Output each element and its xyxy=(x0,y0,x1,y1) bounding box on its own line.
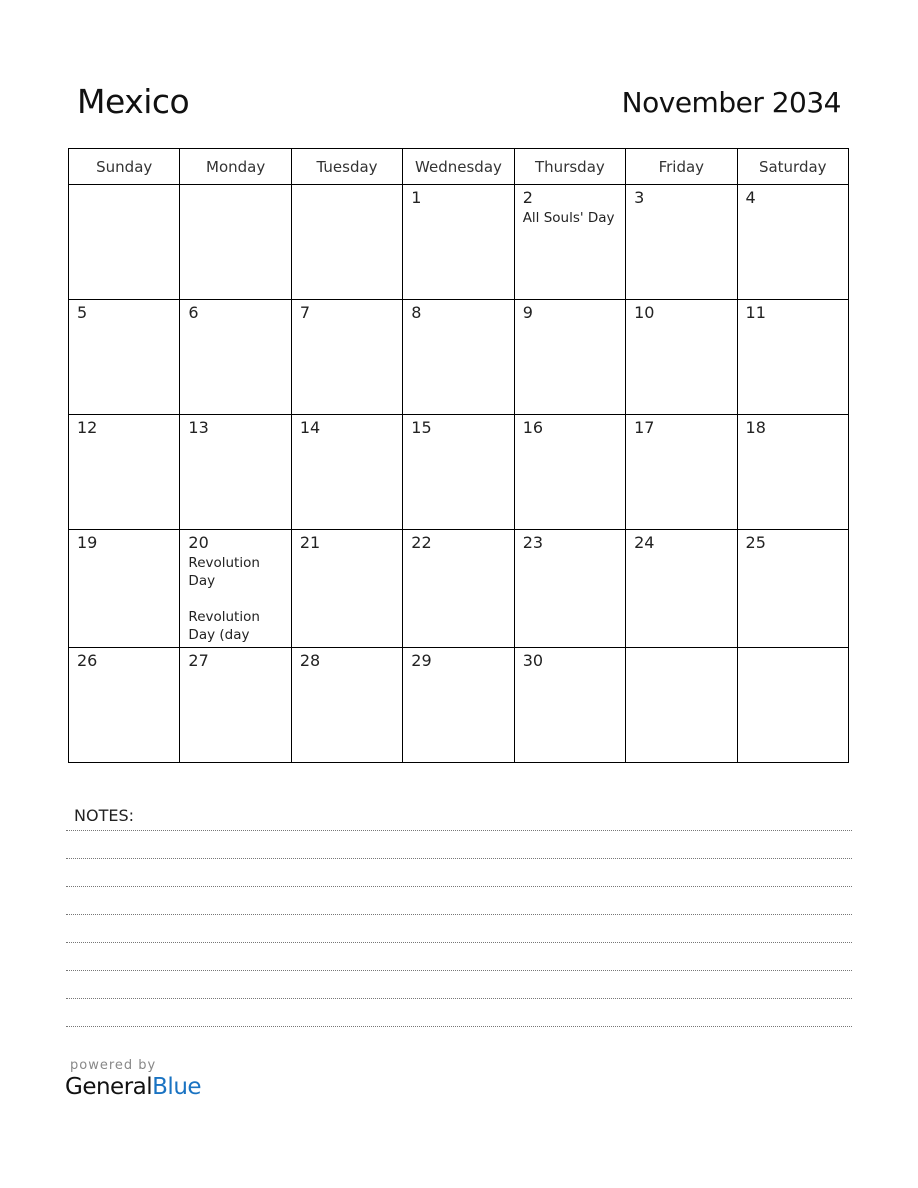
note-line xyxy=(66,1026,852,1027)
day-cell xyxy=(514,648,625,763)
day-cell xyxy=(291,530,402,648)
calendar-body xyxy=(69,185,849,763)
month-year-title: November 2034 xyxy=(621,86,841,119)
day-cell xyxy=(403,300,514,415)
weekday-friday: Friday xyxy=(626,149,737,185)
powered-by-text: powered by xyxy=(70,1058,157,1073)
weekday-thursday: Thursday xyxy=(514,149,625,185)
day-cell xyxy=(514,415,625,530)
day-number: 16 xyxy=(522,418,544,437)
generalblue-logo xyxy=(65,1074,201,1100)
weekday-sunday: Sunday xyxy=(69,149,180,185)
day-cell xyxy=(291,300,402,415)
note-line xyxy=(66,858,852,859)
day-cell xyxy=(737,648,848,763)
note-line xyxy=(66,886,852,887)
holiday-label: Revolution Day xyxy=(188,555,260,589)
note-line xyxy=(66,998,852,999)
day-cell xyxy=(291,415,402,530)
day-number: 15 xyxy=(411,418,432,437)
day-number: 18 xyxy=(745,418,766,437)
day-cell xyxy=(514,300,625,415)
weekday-monday: Monday xyxy=(180,149,291,185)
country-title: Mexico xyxy=(77,82,190,121)
day-number: 1 xyxy=(411,188,422,207)
weekday-wednesday: Wednesday xyxy=(403,149,514,185)
day-cell xyxy=(403,648,514,763)
day-number: 13 xyxy=(188,418,209,437)
day-number: 3 xyxy=(634,188,645,207)
holiday-label: Revolution Day (day xyxy=(188,609,260,643)
week-row xyxy=(69,648,849,763)
day-cell xyxy=(514,530,625,648)
week-row xyxy=(69,300,849,415)
day-number: 30 xyxy=(522,651,544,670)
holiday-label: All Souls' Day xyxy=(522,210,615,226)
day-cell xyxy=(737,530,848,648)
day-number: 8 xyxy=(411,303,422,322)
day-cell xyxy=(403,415,514,530)
day-cell xyxy=(180,300,291,415)
day-cell xyxy=(514,185,625,300)
day-cell xyxy=(69,648,180,763)
day-cell xyxy=(626,300,737,415)
note-line xyxy=(66,970,852,971)
day-number: 10 xyxy=(634,303,655,322)
day-cell xyxy=(291,648,402,763)
day-cell xyxy=(69,185,180,300)
week-row xyxy=(69,530,849,648)
day-number: 20 xyxy=(188,533,209,552)
day-cell xyxy=(180,185,291,300)
brand-general: General xyxy=(65,1074,153,1100)
week-row xyxy=(69,185,849,300)
day-cell xyxy=(403,185,514,300)
day-number: 21 xyxy=(299,533,321,552)
day-number: 11 xyxy=(745,303,766,322)
day-number: 9 xyxy=(522,303,533,322)
day-cell xyxy=(626,530,737,648)
day-number: 6 xyxy=(188,303,199,322)
brand-blue: Blue xyxy=(152,1074,202,1100)
day-cell xyxy=(180,415,291,530)
week-row xyxy=(69,415,849,530)
day-cell xyxy=(626,185,737,300)
day-number: 12 xyxy=(77,418,98,437)
day-cell xyxy=(69,415,180,530)
day-number: 27 xyxy=(188,651,209,670)
day-number: 17 xyxy=(634,418,655,437)
weekday-saturday: Saturday xyxy=(737,149,848,185)
day-number: 26 xyxy=(77,651,98,670)
day-cell xyxy=(737,300,848,415)
day-number: 7 xyxy=(299,303,311,322)
note-line xyxy=(66,942,852,943)
day-cell xyxy=(69,530,180,648)
day-number: 19 xyxy=(77,533,98,552)
calendar-grid xyxy=(68,148,849,763)
day-cell xyxy=(626,415,737,530)
day-number: 22 xyxy=(411,533,432,552)
day-number: 23 xyxy=(522,533,544,552)
day-cell xyxy=(69,300,180,415)
note-line xyxy=(66,914,852,915)
day-number: 25 xyxy=(745,533,766,552)
day-cell xyxy=(737,185,848,300)
day-cell xyxy=(737,415,848,530)
day-number: 5 xyxy=(77,303,88,322)
note-line xyxy=(66,830,852,831)
day-cell xyxy=(626,648,737,763)
day-cell xyxy=(180,530,291,648)
day-number: 14 xyxy=(299,418,321,437)
day-number: 28 xyxy=(299,651,321,670)
day-cell xyxy=(403,530,514,648)
weekday-tuesday: Tuesday xyxy=(291,149,402,185)
day-cell xyxy=(291,185,402,300)
weekday-header-row xyxy=(69,149,849,185)
notes-label: NOTES: xyxy=(74,806,134,825)
day-number: 24 xyxy=(634,533,655,552)
day-cell xyxy=(180,648,291,763)
day-number: 4 xyxy=(745,188,756,207)
day-number: 2 xyxy=(522,188,533,207)
day-number: 29 xyxy=(411,651,432,670)
